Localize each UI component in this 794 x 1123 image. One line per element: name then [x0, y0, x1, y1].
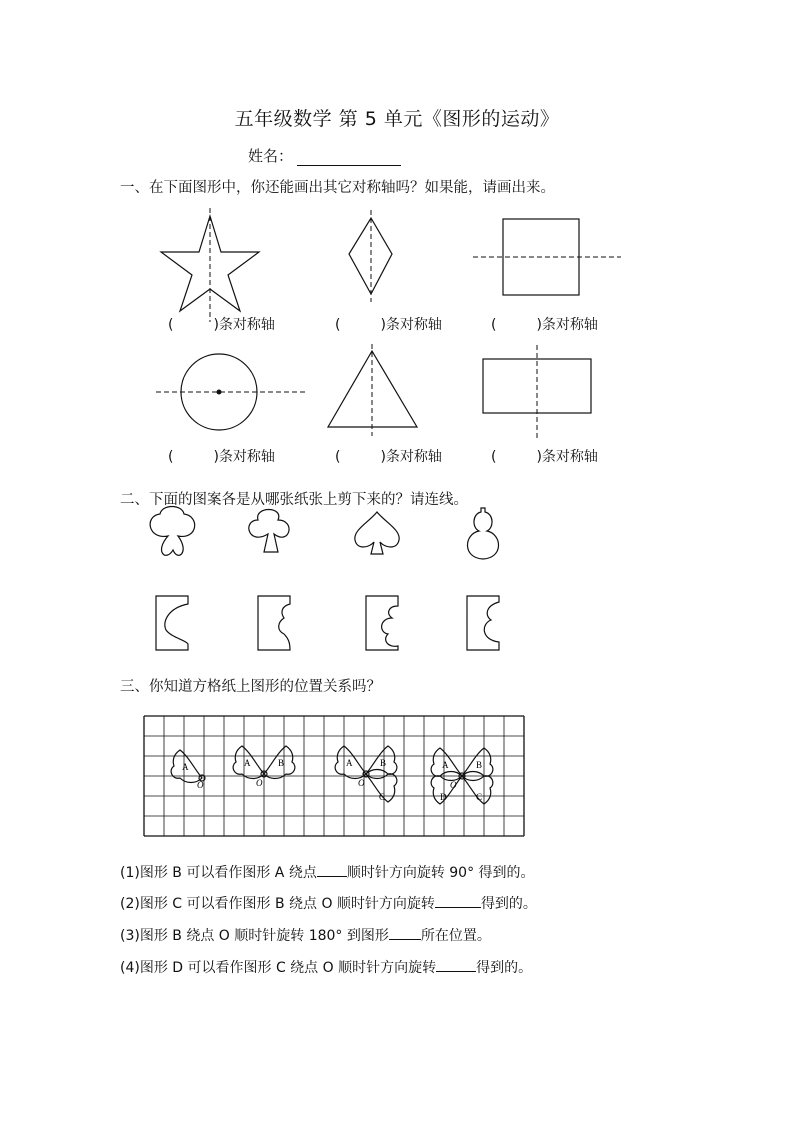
q2-heading: 二、下面的图案各是从哪张纸张上剪下来的？请连线。	[120, 492, 468, 508]
circle-figure[interactable]	[156, 350, 306, 440]
label-o-4: O	[450, 780, 457, 790]
label-o-3: O	[358, 778, 365, 788]
q3-item-2: (2)图形 C 可以看作图形 B 绕点 O 顺时针方向旋转 得到的。	[120, 896, 537, 912]
square-axis-caption: ( )条对称轴	[491, 317, 598, 333]
label-b-4: B	[476, 760, 483, 770]
label-d-4: D	[440, 792, 447, 802]
q3-item-1: (1)图形 B 可以看作图形 A 绕点 顺时针方向旋转 90° 得到的。	[120, 865, 535, 881]
triangle-axis-caption: ( )条对称轴	[335, 449, 442, 465]
triangle-figure[interactable]	[325, 344, 420, 434]
q3-heading: 三、你知道方格纸上图形的位置关系吗？	[120, 679, 381, 695]
name-label: 姓名：	[248, 147, 294, 165]
rhombus-figure[interactable]	[340, 212, 400, 302]
star-axis-caption: ( )条对称轴	[168, 317, 275, 333]
q1-heading: 一、在下面图形中，你还能画出其它对称轴吗？如果能，请画出来。	[120, 180, 555, 196]
rectangle-axis-caption: ( )条对称轴	[491, 449, 598, 465]
rotation-grid[interactable]	[144, 716, 524, 838]
folded-paper-3[interactable]	[362, 592, 407, 654]
q3-item-1-blank[interactable]	[317, 863, 347, 877]
folded-paper-2[interactable]	[254, 592, 299, 654]
square-figure[interactable]	[473, 215, 623, 300]
q3-item-3-blank[interactable]	[389, 926, 421, 940]
club-pattern[interactable]	[244, 506, 299, 561]
name-blank[interactable]	[297, 151, 401, 166]
label-a-3: A	[346, 758, 353, 768]
folded-paper-4[interactable]	[463, 592, 508, 654]
folded-paper-1[interactable]	[152, 592, 197, 654]
q3-item-4: (4)图形 D 可以看作图形 C 绕点 O 顺时针方向旋转 得到的。	[120, 960, 533, 976]
q3-item-4-blank[interactable]	[436, 958, 476, 972]
label-b-3: B	[380, 758, 387, 768]
rhombus-axis-caption: ( )条对称轴	[335, 317, 442, 333]
label-o-1: O	[197, 780, 204, 790]
label-b-2: B	[278, 758, 285, 768]
label-a-4: A	[442, 760, 449, 770]
label-o-2: O	[256, 778, 263, 788]
label-a-1: A	[182, 762, 189, 772]
label-c-4: C	[476, 792, 483, 802]
circle-axis-caption: ( )条对称轴	[168, 449, 275, 465]
rectangle-figure[interactable]	[480, 345, 595, 440]
spade-pattern[interactable]	[351, 508, 406, 558]
star-figure[interactable]	[160, 212, 260, 322]
name-row	[248, 145, 401, 166]
label-a-2: A	[244, 758, 251, 768]
q3-item-3: (3)图形 B 绕点 O 顺时针旋转 180° 到图形 所在位置。	[120, 928, 491, 944]
label-c-3: C	[379, 792, 386, 802]
q3-item-2-blank[interactable]	[435, 894, 481, 908]
trefoil-pattern[interactable]	[144, 506, 204, 561]
page-title: 五年级数学 第 5 单元《图形的运动》	[234, 108, 560, 130]
gourd-pattern[interactable]	[460, 504, 505, 564]
